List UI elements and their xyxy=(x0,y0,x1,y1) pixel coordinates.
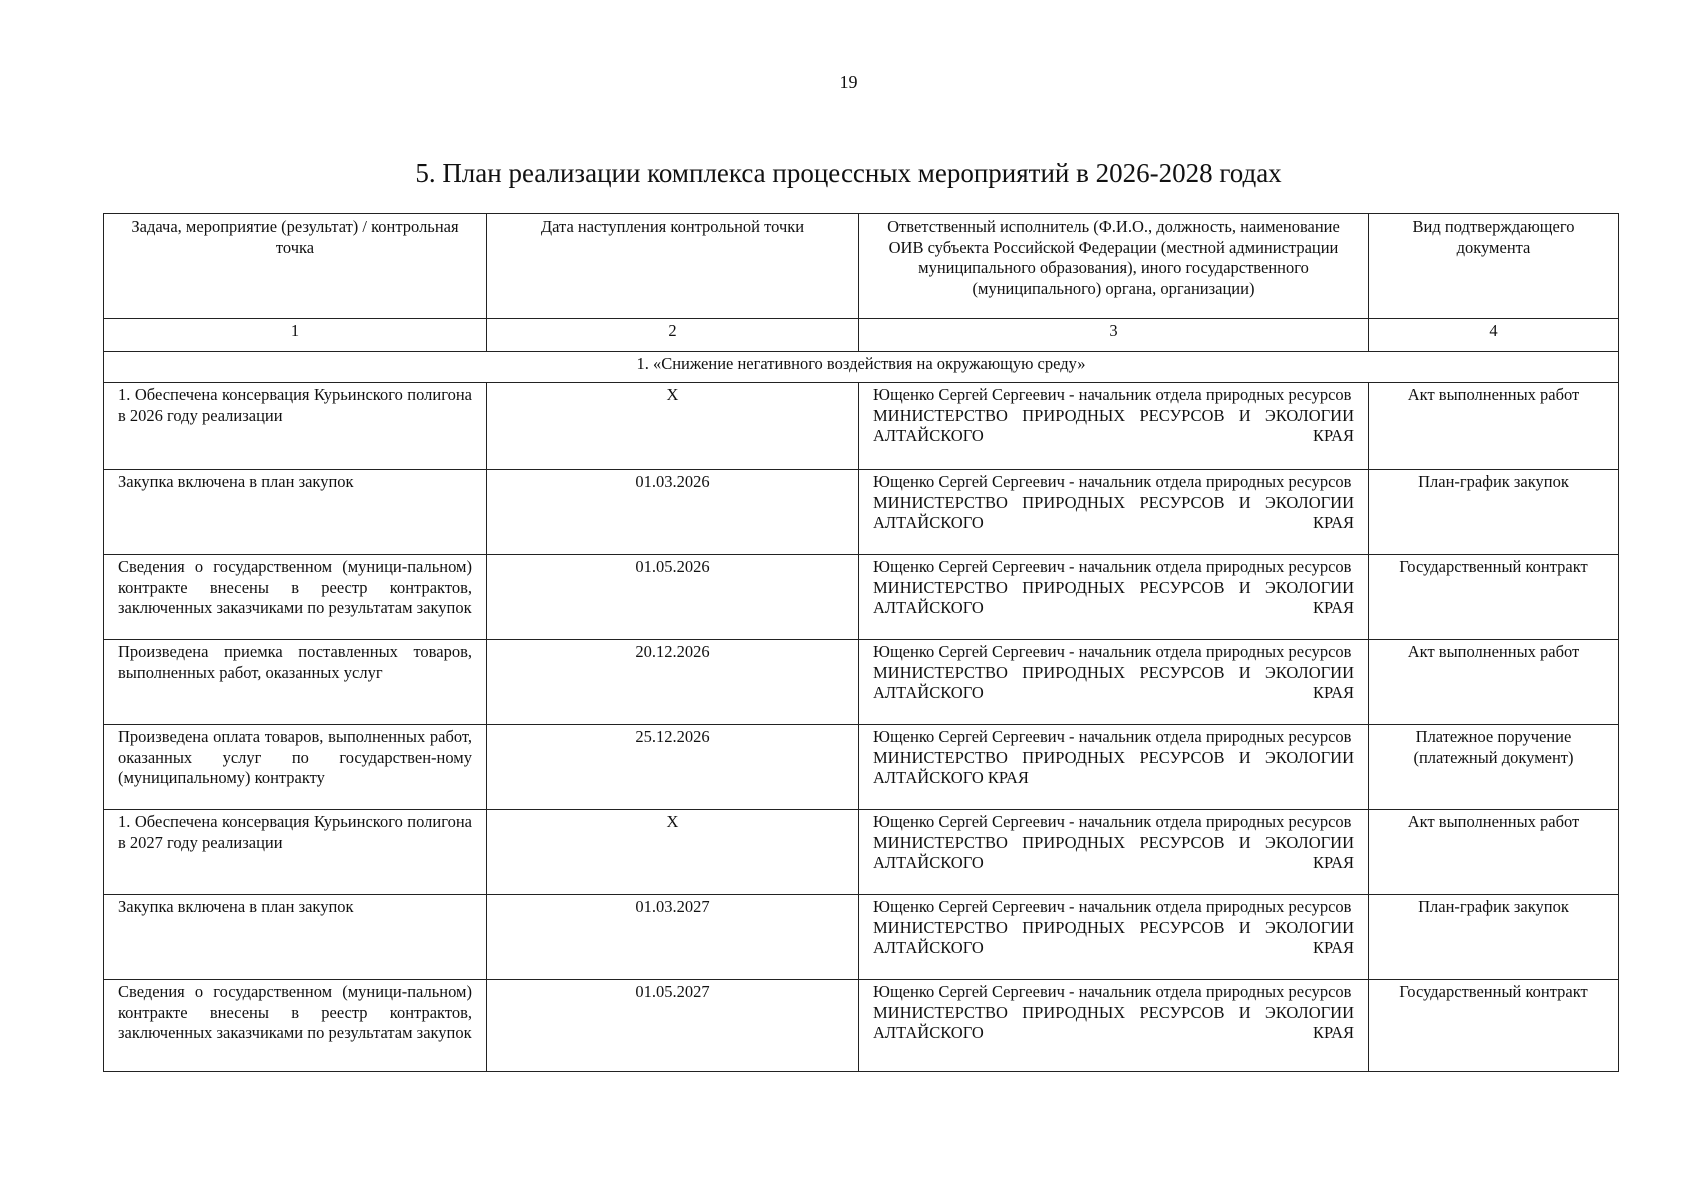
table-row xyxy=(104,895,1619,980)
responsible-cell xyxy=(859,725,1369,810)
responsible-person: Ющенко Сергей Сергеевич - начальник отдела природных ресурсов xyxy=(873,557,1352,576)
document-cell: Акт выполненных работ xyxy=(1369,383,1619,470)
document-cell: Государственный контракт xyxy=(1369,555,1619,640)
responsible-ministry: МИНИСТЕРСТВО ПРИРОДНЫХ РЕСУРСОВ И ЭКОЛОГИИ АЛТАЙСКОГО КРАЯ xyxy=(873,917,1354,958)
date-cell: X xyxy=(487,810,859,895)
responsible-ministry: МИНИСТЕРСТВО ПРИРОДНЫХ РЕСУРСОВ И ЭКОЛОГИИ АЛТАЙСКОГО КРАЯ xyxy=(873,832,1354,873)
header-responsible: Ответственный исполнитель (Ф.И.О., должность, наименование ОИВ субъекта Российской Федерации (местной администрации муниципального образования), иного государственного (муниципального) органа, организации) xyxy=(859,214,1369,319)
task-cell: Произведена приемка поставленных товаров, выполненных работ, оказанных услуг xyxy=(104,640,487,725)
document-cell: План-график закупок xyxy=(1369,895,1619,980)
date-cell: 20.12.2026 xyxy=(487,640,859,725)
table-row xyxy=(104,555,1619,640)
responsible-cell xyxy=(859,383,1369,470)
task-cell: Закупка включена в план закупок xyxy=(104,470,487,555)
page-number: 19 xyxy=(839,72,858,92)
document-cell: Акт выполненных работ xyxy=(1369,640,1619,725)
responsible-cell xyxy=(859,470,1369,555)
responsible-person: Ющенко Сергей Сергеевич - начальник отдела природных ресурсов xyxy=(873,472,1352,491)
table-row xyxy=(104,470,1619,555)
column-number: 3 xyxy=(859,319,1369,352)
date-cell: 25.12.2026 xyxy=(487,725,859,810)
task-cell: Сведения о государственном (муници-пальном) контракте внесены в реестр контрактов, заключенных заказчиками по результатам закупок xyxy=(104,555,487,640)
document-cell: Акт выполненных работ xyxy=(1369,810,1619,895)
responsible-cell xyxy=(859,640,1369,725)
task-cell: 1. Обеспечена консервация Курьинского полигона в 2027 году реализации xyxy=(104,810,487,895)
header-document: Вид подтверждающего документа xyxy=(1369,214,1619,319)
responsible-cell xyxy=(859,895,1369,980)
table-row xyxy=(104,810,1619,895)
table-row xyxy=(104,980,1619,1072)
responsible-ministry: МИНИСТЕРСТВО ПРИРОДНЫХ РЕСУРСОВ И ЭКОЛОГИИ АЛТАЙСКОГО КРАЯ xyxy=(873,405,1354,446)
document-cell: Государственный контракт xyxy=(1369,980,1619,1072)
document-cell: План-график закупок xyxy=(1369,470,1619,555)
task-cell: Закупка включена в план закупок xyxy=(104,895,487,980)
section-title: 1. «Снижение негативного воздействия на окружающую среду» xyxy=(104,352,1619,383)
responsible-ministry: МИНИСТЕРСТВО ПРИРОДНЫХ РЕСУРСОВ И ЭКОЛОГИИ АЛТАЙСКОГО КРАЯ xyxy=(873,747,1354,788)
plan-table xyxy=(103,213,1619,1072)
table-header-row xyxy=(104,214,1619,319)
section-row xyxy=(104,352,1619,383)
date-cell: 01.03.2026 xyxy=(487,470,859,555)
date-cell: 01.05.2026 xyxy=(487,555,859,640)
header-task: Задача, мероприятие (результат) / контрольная точка xyxy=(104,214,487,319)
column-number: 1 xyxy=(104,319,487,352)
responsible-person: Ющенко Сергей Сергеевич - начальник отдела природных ресурсов xyxy=(873,385,1352,404)
date-cell: 01.03.2027 xyxy=(487,895,859,980)
responsible-ministry: МИНИСТЕРСТВО ПРИРОДНЫХ РЕСУРСОВ И ЭКОЛОГИИ АЛТАЙСКОГО КРАЯ xyxy=(873,492,1354,533)
table-row xyxy=(104,725,1619,810)
responsible-ministry: МИНИСТЕРСТВО ПРИРОДНЫХ РЕСУРСОВ И ЭКОЛОГИИ АЛТАЙСКОГО КРАЯ xyxy=(873,662,1354,703)
responsible-cell xyxy=(859,810,1369,895)
responsible-person: Ющенко Сергей Сергеевич - начальник отдела природных ресурсов xyxy=(873,727,1352,746)
responsible-cell xyxy=(859,980,1369,1072)
task-cell: Произведена оплата товаров, выполненных работ, оказанных услуг по государствен-ному (муниципальному) контракту xyxy=(104,725,487,810)
responsible-cell xyxy=(859,555,1369,640)
document-title: 5. План реализации комплекса процессных мероприятий в 2026-2028 годах xyxy=(415,158,1282,188)
column-numbers-row xyxy=(104,319,1619,352)
task-cell: 1. Обеспечена консервация Курьинского полигона в 2026 году реализации xyxy=(104,383,487,470)
column-number: 2 xyxy=(487,319,859,352)
responsible-ministry: МИНИСТЕРСТВО ПРИРОДНЫХ РЕСУРСОВ И ЭКОЛОГИИ АЛТАЙСКОГО КРАЯ xyxy=(873,577,1354,618)
table-row xyxy=(104,640,1619,725)
responsible-person: Ющенко Сергей Сергеевич - начальник отдела природных ресурсов xyxy=(873,982,1352,1001)
document-cell: Платежное поручение (платежный документ) xyxy=(1369,725,1619,810)
column-number: 4 xyxy=(1369,319,1619,352)
responsible-ministry: МИНИСТЕРСТВО ПРИРОДНЫХ РЕСУРСОВ И ЭКОЛОГИИ АЛТАЙСКОГО КРАЯ xyxy=(873,1002,1354,1043)
task-cell: Сведения о государственном (муници-пальном) контракте внесены в реестр контрактов, заключенных заказчиками по результатам закупок xyxy=(104,980,487,1072)
responsible-person: Ющенко Сергей Сергеевич - начальник отдела природных ресурсов xyxy=(873,897,1352,916)
date-cell: X xyxy=(487,383,859,470)
table-row xyxy=(104,383,1619,470)
header-date: Дата наступления контрольной точки xyxy=(487,214,859,319)
date-cell: 01.05.2027 xyxy=(487,980,859,1072)
responsible-person: Ющенко Сергей Сергеевич - начальник отдела природных ресурсов xyxy=(873,642,1352,661)
responsible-person: Ющенко Сергей Сергеевич - начальник отдела природных ресурсов xyxy=(873,812,1352,831)
